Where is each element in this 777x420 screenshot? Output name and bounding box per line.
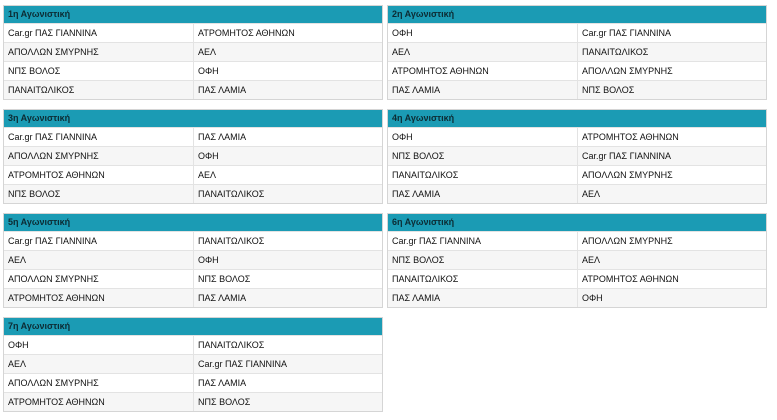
- home-team: ΟΦΗ: [392, 28, 413, 38]
- away-team: ΠΑΣ ΛΑΜΙΑ: [193, 128, 382, 146]
- home-team: ΠΑΝΑΙΤΩΛΙΚΟΣ: [392, 170, 459, 180]
- round-5-table: [3, 213, 383, 308]
- home-team: ΟΦΗ: [392, 132, 413, 142]
- match-row: [4, 354, 382, 373]
- round-title: 1η Αγωνιστική: [4, 6, 382, 23]
- away-team: ΑΕΛ: [577, 185, 766, 203]
- match-row: [4, 373, 382, 392]
- away-team: Car.gr ΠΑΣ ΓΙΑΝΝΙΝΑ: [577, 147, 766, 165]
- away-team: ΠΑΝΑΙΤΩΛΙΚΟΣ: [193, 232, 382, 250]
- match-row: [388, 127, 766, 146]
- match-row: [4, 146, 382, 165]
- home-team: ΝΠΣ ΒΟΛΟΣ: [392, 151, 445, 161]
- match-row: [388, 80, 766, 99]
- home-team: ΠΑΝΑΙΤΩΛΙΚΟΣ: [392, 274, 459, 284]
- home-team: ΑΠΟΛΛΩΝ ΣΜΥΡΝΗΣ: [8, 378, 99, 388]
- home-team: ΝΠΣ ΒΟΛΟΣ: [392, 255, 445, 265]
- round-title: 2η Αγωνιστική: [388, 6, 766, 23]
- away-team: ΠΑΣ ΛΑΜΙΑ: [193, 374, 382, 392]
- home-team: ΑΕΛ: [8, 255, 27, 265]
- home-team: Car.gr ΠΑΣ ΓΙΑΝΝΙΝΑ: [8, 28, 98, 38]
- away-team: ΠΑΝΑΙΤΩΛΙΚΟΣ: [193, 185, 382, 203]
- round-3-table: [3, 109, 383, 204]
- home-team: Car.gr ΠΑΣ ΓΙΑΝΝΙΝΑ: [8, 236, 98, 246]
- match-row: [4, 269, 382, 288]
- away-team: ΠΑΣ ΛΑΜΙΑ: [193, 81, 382, 99]
- match-row: [4, 80, 382, 99]
- away-team: ΠΑΝΑΙΤΩΛΙΚΟΣ: [193, 336, 382, 354]
- away-team: ΑΠΟΛΛΩΝ ΣΜΥΡΝΗΣ: [577, 62, 766, 80]
- match-row: [4, 61, 382, 80]
- match-row: [4, 184, 382, 203]
- away-team: ΑΤΡΟΜΗΤΟΣ ΑΘΗΝΩΝ: [193, 24, 382, 42]
- home-team: ΑΠΟΛΛΩΝ ΣΜΥΡΝΗΣ: [8, 274, 99, 284]
- home-team: ΑΠΟΛΛΩΝ ΣΜΥΡΝΗΣ: [8, 151, 99, 161]
- round-title: 6η Αγωνιστική: [388, 214, 766, 231]
- home-team: ΑΤΡΟΜΗΤΟΣ ΑΘΗΝΩΝ: [8, 293, 105, 303]
- round-1-table: [3, 5, 383, 100]
- round-6-table: [387, 213, 767, 308]
- home-team: ΑΤΡΟΜΗΤΟΣ ΑΘΗΝΩΝ: [392, 66, 489, 76]
- match-row: [388, 165, 766, 184]
- away-team: ΟΦΗ: [577, 289, 766, 307]
- match-row: [4, 165, 382, 184]
- home-team: ΟΦΗ: [8, 340, 29, 350]
- round-title: 5η Αγωνιστική: [4, 214, 382, 231]
- match-row: [4, 127, 382, 146]
- match-row: [4, 23, 382, 42]
- home-team: ΑΕΛ: [8, 359, 27, 369]
- match-row: [388, 146, 766, 165]
- home-team: ΑΤΡΟΜΗΤΟΣ ΑΘΗΝΩΝ: [8, 170, 105, 180]
- away-team: Car.gr ΠΑΣ ΓΙΑΝΝΙΝΑ: [577, 24, 766, 42]
- home-team: ΝΠΣ ΒΟΛΟΣ: [8, 66, 61, 76]
- match-row: [388, 288, 766, 307]
- home-team: Car.gr ΠΑΣ ΓΙΑΝΝΙΝΑ: [8, 132, 98, 142]
- match-row: [4, 231, 382, 250]
- home-team: ΠΑΣ ΛΑΜΙΑ: [392, 189, 441, 199]
- away-team: Car.gr ΠΑΣ ΓΙΑΝΝΙΝΑ: [193, 355, 382, 373]
- match-row: [388, 250, 766, 269]
- home-team: ΠΑΣ ΛΑΜΙΑ: [392, 293, 441, 303]
- away-team: ΑΤΡΟΜΗΤΟΣ ΑΘΗΝΩΝ: [577, 128, 766, 146]
- match-row: [388, 231, 766, 250]
- home-team: Car.gr ΠΑΣ ΓΙΑΝΝΙΝΑ: [392, 236, 482, 246]
- round-2-table: [387, 5, 767, 100]
- match-row: [388, 269, 766, 288]
- match-row: [388, 42, 766, 61]
- round-title: 4η Αγωνιστική: [388, 110, 766, 127]
- away-team: ΝΠΣ ΒΟΛΟΣ: [577, 81, 766, 99]
- away-team: ΝΠΣ ΒΟΛΟΣ: [193, 393, 382, 411]
- home-team: ΑΠΟΛΛΩΝ ΣΜΥΡΝΗΣ: [8, 47, 99, 57]
- match-row: [388, 61, 766, 80]
- away-team: ΑΠΟΛΛΩΝ ΣΜΥΡΝΗΣ: [577, 232, 766, 250]
- away-team: ΑΠΟΛΛΩΝ ΣΜΥΡΝΗΣ: [577, 166, 766, 184]
- round-title: 3η Αγωνιστική: [4, 110, 382, 127]
- match-row: [388, 184, 766, 203]
- away-team: ΟΦΗ: [193, 147, 382, 165]
- match-row: [388, 23, 766, 42]
- away-team: ΟΦΗ: [193, 251, 382, 269]
- home-team: ΠΑΝΑΙΤΩΛΙΚΟΣ: [8, 85, 75, 95]
- match-row: [4, 392, 382, 411]
- round-7-table: [3, 317, 383, 412]
- round-4-table: [387, 109, 767, 204]
- away-team: ΑΕΛ: [577, 251, 766, 269]
- home-team: ΠΑΣ ΛΑΜΙΑ: [392, 85, 441, 95]
- home-team: ΑΕΛ: [392, 47, 411, 57]
- match-row: [4, 42, 382, 61]
- away-team: ΠΑΣ ΛΑΜΙΑ: [193, 289, 382, 307]
- home-team: ΝΠΣ ΒΟΛΟΣ: [8, 189, 61, 199]
- match-row: [4, 250, 382, 269]
- away-team: ΝΠΣ ΒΟΛΟΣ: [193, 270, 382, 288]
- round-title: 7η Αγωνιστική: [4, 318, 382, 335]
- away-team: ΑΤΡΟΜΗΤΟΣ ΑΘΗΝΩΝ: [577, 270, 766, 288]
- away-team: ΑΕΛ: [193, 166, 382, 184]
- home-team: ΑΤΡΟΜΗΤΟΣ ΑΘΗΝΩΝ: [8, 397, 105, 407]
- match-row: [4, 288, 382, 307]
- away-team: ΑΕΛ: [193, 43, 382, 61]
- away-team: ΟΦΗ: [193, 62, 382, 80]
- away-team: ΠΑΝΑΙΤΩΛΙΚΟΣ: [577, 43, 766, 61]
- match-row: [4, 335, 382, 354]
